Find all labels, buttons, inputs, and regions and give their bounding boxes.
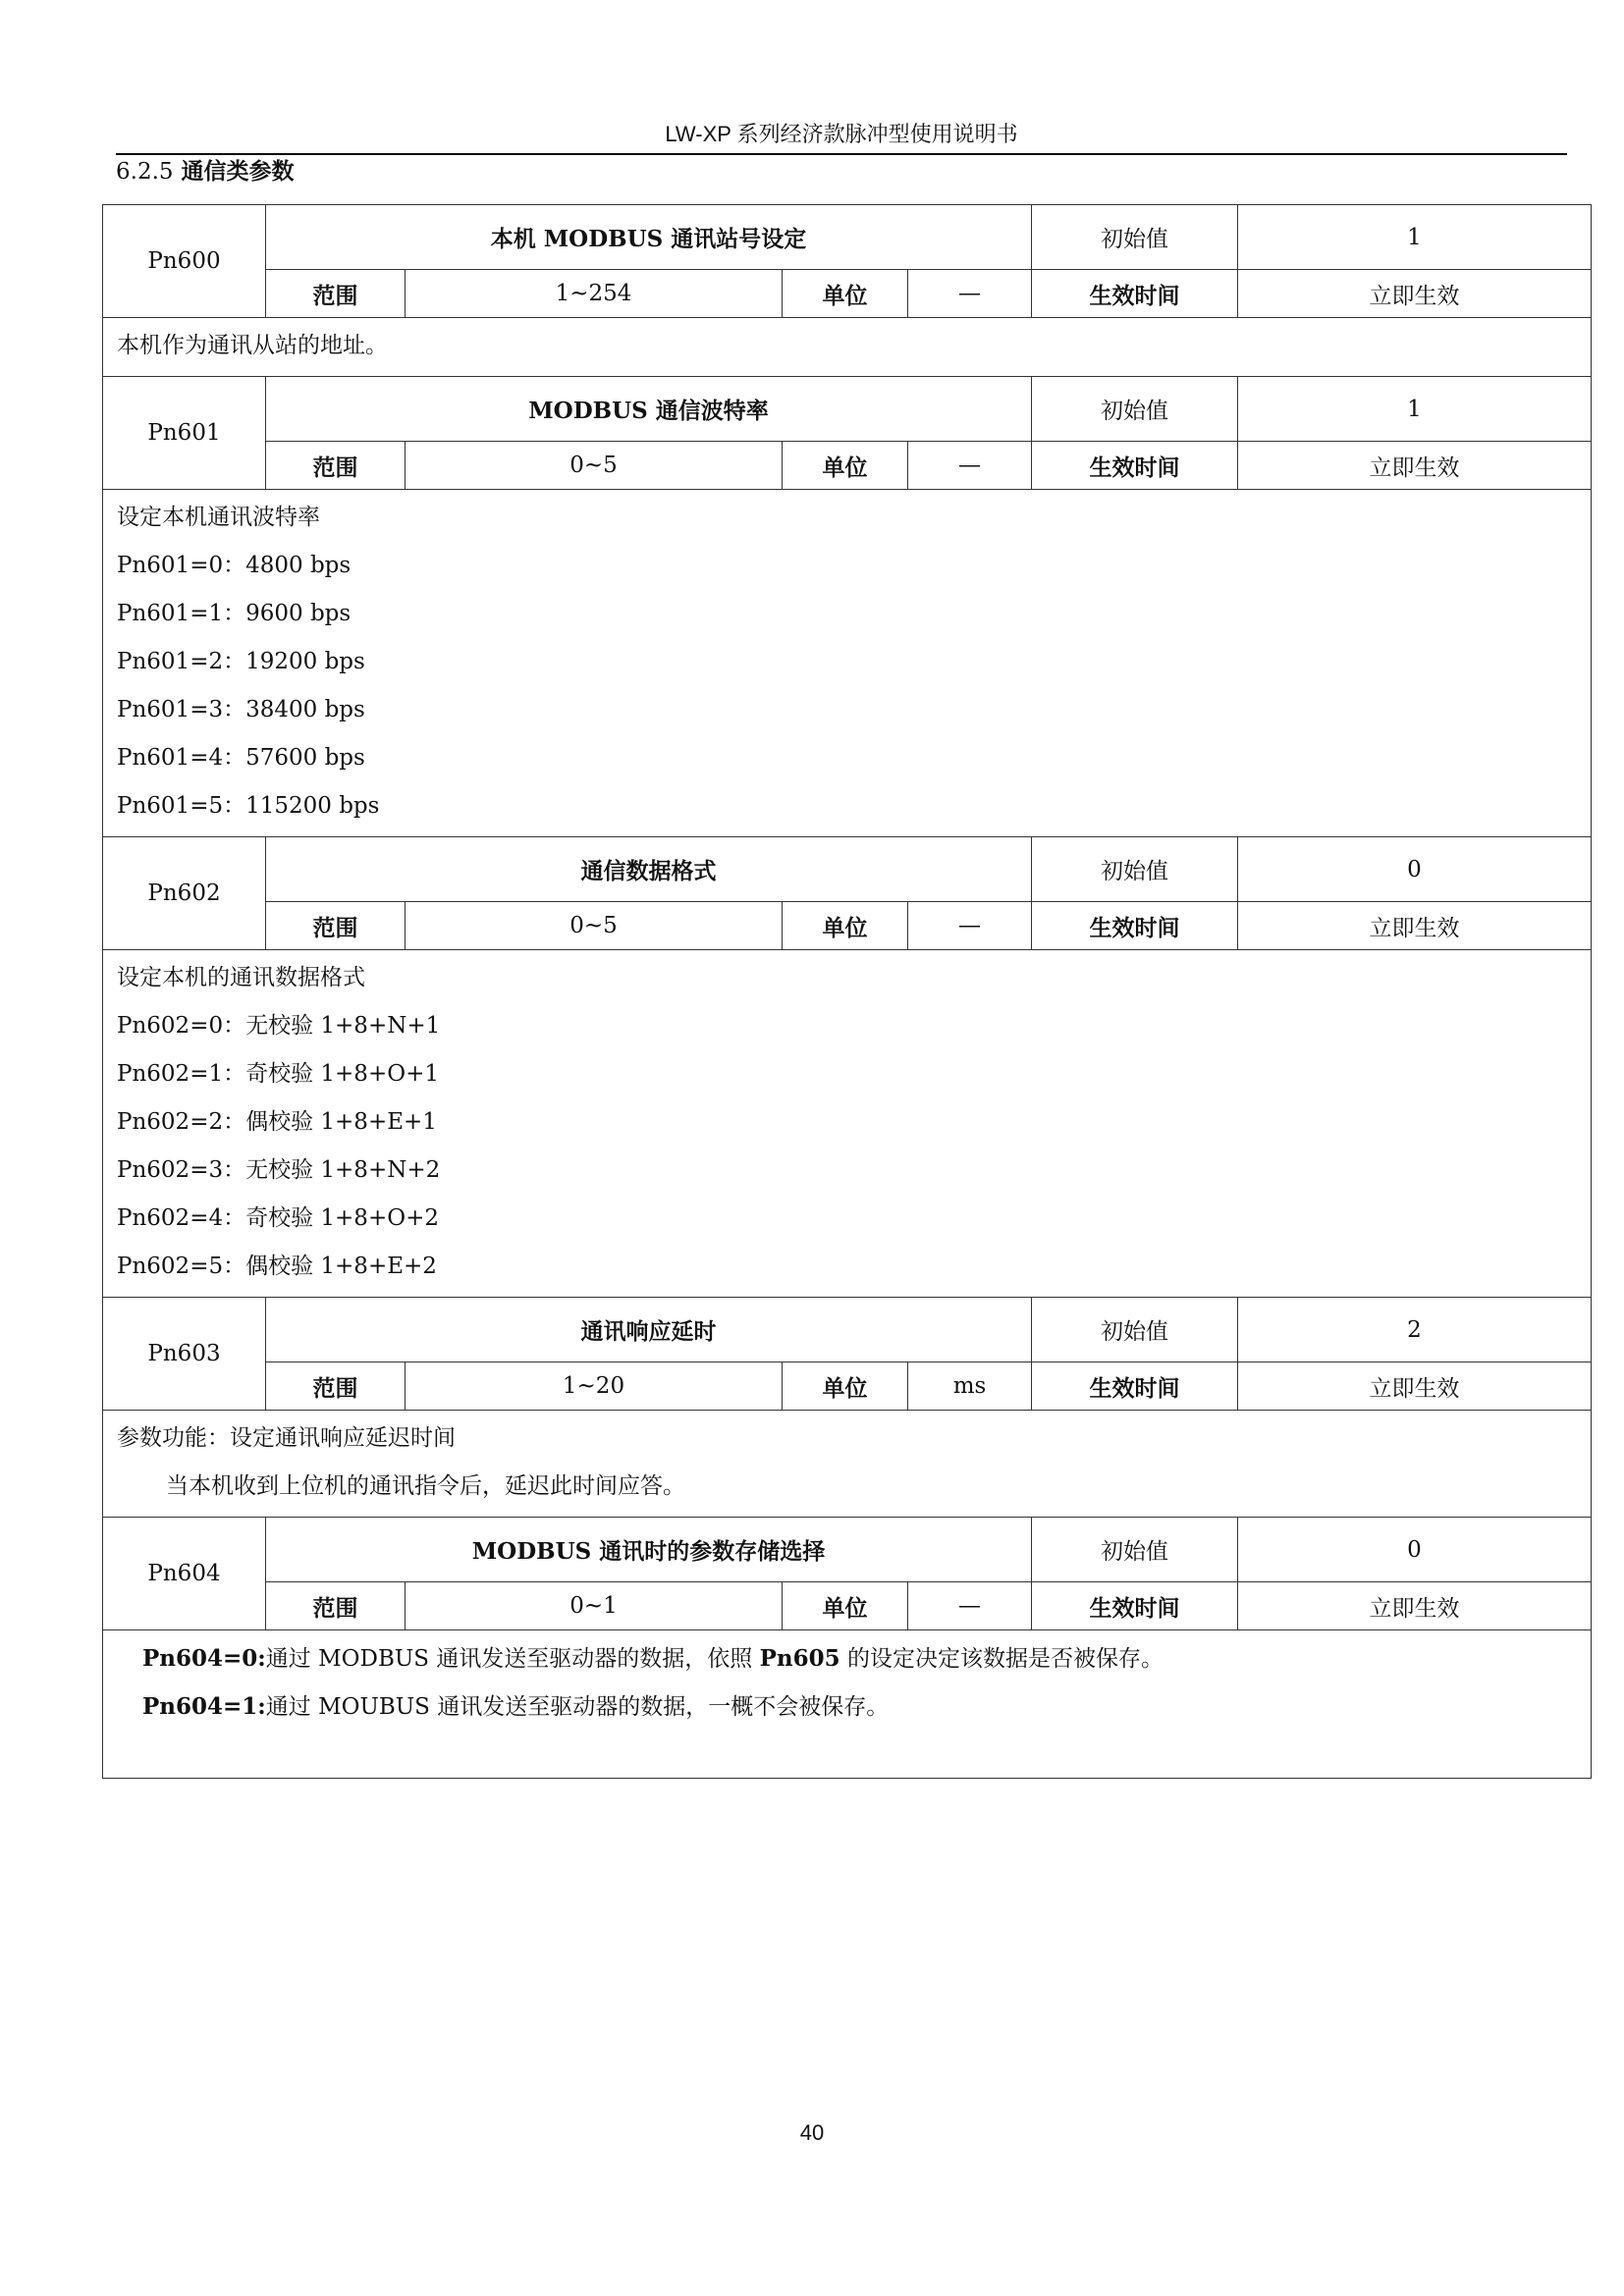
desc-line (117, 1634, 1577, 1682)
initial-value: 2 (1238, 1298, 1592, 1362)
effective-time-label: 生效时间 (1032, 1362, 1238, 1411)
param-name: 通信数据格式 (266, 837, 1032, 902)
range-value: 0~5 (406, 902, 783, 950)
setting-key: Pn604=0: (142, 1645, 266, 1672)
param-header-row (103, 1298, 1592, 1362)
range-label: 范围 (266, 442, 406, 490)
initial-value: 0 (1238, 837, 1592, 902)
setting-key: Pn604=1: (142, 1693, 266, 1720)
param-code: Pn602 (103, 837, 266, 950)
section-title (116, 157, 295, 187)
param-desc-row (103, 1411, 1592, 1518)
desc-line: 设定本机通讯波特率 (117, 505, 320, 530)
initial-value: 0 (1238, 1518, 1592, 1582)
effective-time-label: 生效时间 (1032, 442, 1238, 490)
param-meta-row (103, 902, 1592, 950)
param-desc-row (103, 318, 1592, 377)
unit-value: ms (908, 1362, 1032, 1411)
range-value: 1~20 (406, 1362, 783, 1411)
effective-time-value: 立即生效 (1238, 902, 1592, 950)
param-meta-row (103, 442, 1592, 490)
desc-line: Pn601=0：4800 bps (117, 553, 352, 578)
desc-line: Pn602=3：无校验 1+8+N+2 (117, 1157, 441, 1183)
effective-time-label: 生效时间 (1032, 270, 1238, 318)
desc-line: Pn601=3：38400 bps (117, 697, 365, 722)
param-description (103, 318, 1592, 377)
desc-line: Pn601=2：19200 bps (117, 649, 365, 674)
page-number: 40 (799, 2120, 825, 2145)
desc-line: Pn601=5：115200 bps (117, 793, 380, 819)
unit-value: — (908, 442, 1032, 490)
param-header-row (103, 1518, 1592, 1582)
parameter-table (102, 204, 1592, 1779)
desc-line: Pn602=4：奇校验 1+8+O+2 (117, 1205, 439, 1231)
range-value: 0~1 (406, 1582, 783, 1630)
unit-value: — (908, 1582, 1032, 1630)
param-name: 通讯响应延时 (266, 1298, 1032, 1362)
param-desc-row (103, 490, 1592, 837)
initial-value-label: 初始值 (1032, 1298, 1238, 1362)
effective-time-value: 立即生效 (1238, 442, 1592, 490)
range-label: 范围 (266, 1362, 406, 1411)
param-code: Pn604 (103, 1518, 266, 1630)
section-name: 通信类参数 (181, 158, 295, 185)
range-label: 范围 (266, 270, 406, 318)
desc-line: Pn602=2：偶校验 1+8+E+1 (117, 1109, 437, 1135)
param-description (103, 950, 1592, 1298)
param-name: MODBUS 通讯时的参数存储选择 (266, 1518, 1032, 1582)
desc-text: 通过 MOUBUS 通讯发送至驱动器的数据，一概不会被保存。 (265, 1694, 890, 1720)
desc-line: Pn602=0：无校验 1+8+N+1 (117, 1013, 441, 1039)
effective-time-value: 立即生效 (1238, 270, 1592, 318)
desc-line: 设定本机的通讯数据格式 (117, 965, 365, 990)
desc-line: 参数功能：设定通讯响应延迟时间 (117, 1425, 456, 1451)
initial-value: 1 (1238, 377, 1592, 442)
range-value: 1~254 (406, 270, 783, 318)
initial-value-label: 初始值 (1032, 837, 1238, 902)
param-desc-row (103, 1630, 1592, 1779)
param-header-row (103, 837, 1592, 902)
desc-line: 当本机收到上位机的通讯指令后，延迟此时间应答。 (166, 1473, 685, 1499)
unit-label: 单位 (783, 902, 908, 950)
param-name: 本机 MODBUS 通讯站号设定 (266, 205, 1032, 270)
effective-time-label: 生效时间 (1032, 902, 1238, 950)
param-meta-row (103, 1362, 1592, 1411)
unit-label: 单位 (783, 1582, 908, 1630)
range-label: 范围 (266, 1582, 406, 1630)
desc-text: 的设定决定该数据是否被保存。 (839, 1646, 1164, 1672)
initial-value: 1 (1238, 205, 1592, 270)
param-code: Pn600 (103, 205, 266, 318)
desc-line: 本机作为通讯从站的地址。 (117, 333, 388, 358)
effective-time-label: 生效时间 (1032, 1582, 1238, 1630)
param-header-row (103, 205, 1592, 270)
effective-time-value: 立即生效 (1238, 1582, 1592, 1630)
initial-value-label: 初始值 (1032, 377, 1238, 442)
unit-value: — (908, 902, 1032, 950)
param-desc-row (103, 950, 1592, 1298)
param-name: MODBUS 通信波特率 (266, 377, 1032, 442)
param-description (103, 1630, 1592, 1779)
unit-label: 单位 (783, 1362, 908, 1411)
initial-value-label: 初始值 (1032, 205, 1238, 270)
unit-label: 单位 (783, 442, 908, 490)
desc-text: 通过 MODBUS 通讯发送至驱动器的数据，依照 (265, 1646, 760, 1672)
param-ref: Pn605 (759, 1645, 840, 1672)
range-label: 范围 (266, 902, 406, 950)
desc-line (117, 1682, 1577, 1731)
param-description (103, 1411, 1592, 1518)
param-code: Pn603 (103, 1298, 266, 1411)
desc-line: Pn601=1：9600 bps (117, 601, 352, 626)
unit-value: — (908, 270, 1032, 318)
initial-value-label: 初始值 (1032, 1518, 1238, 1582)
desc-line: Pn602=5：偶校验 1+8+E+2 (117, 1254, 437, 1279)
param-meta-row (103, 270, 1592, 318)
param-description (103, 490, 1592, 837)
param-code: Pn601 (103, 377, 266, 490)
unit-label: 单位 (783, 270, 908, 318)
desc-line: Pn602=1：奇校验 1+8+O+1 (117, 1061, 439, 1087)
param-meta-row (103, 1582, 1592, 1630)
param-header-row (103, 377, 1592, 442)
page-header: LW-XP 系列经济款脉冲型使用说明书 (116, 116, 1567, 155)
section-number: 6.2.5 (116, 159, 174, 185)
desc-line: Pn601=4：57600 bps (117, 745, 365, 771)
effective-time-value: 立即生效 (1238, 1362, 1592, 1411)
range-value: 0~5 (406, 442, 783, 490)
